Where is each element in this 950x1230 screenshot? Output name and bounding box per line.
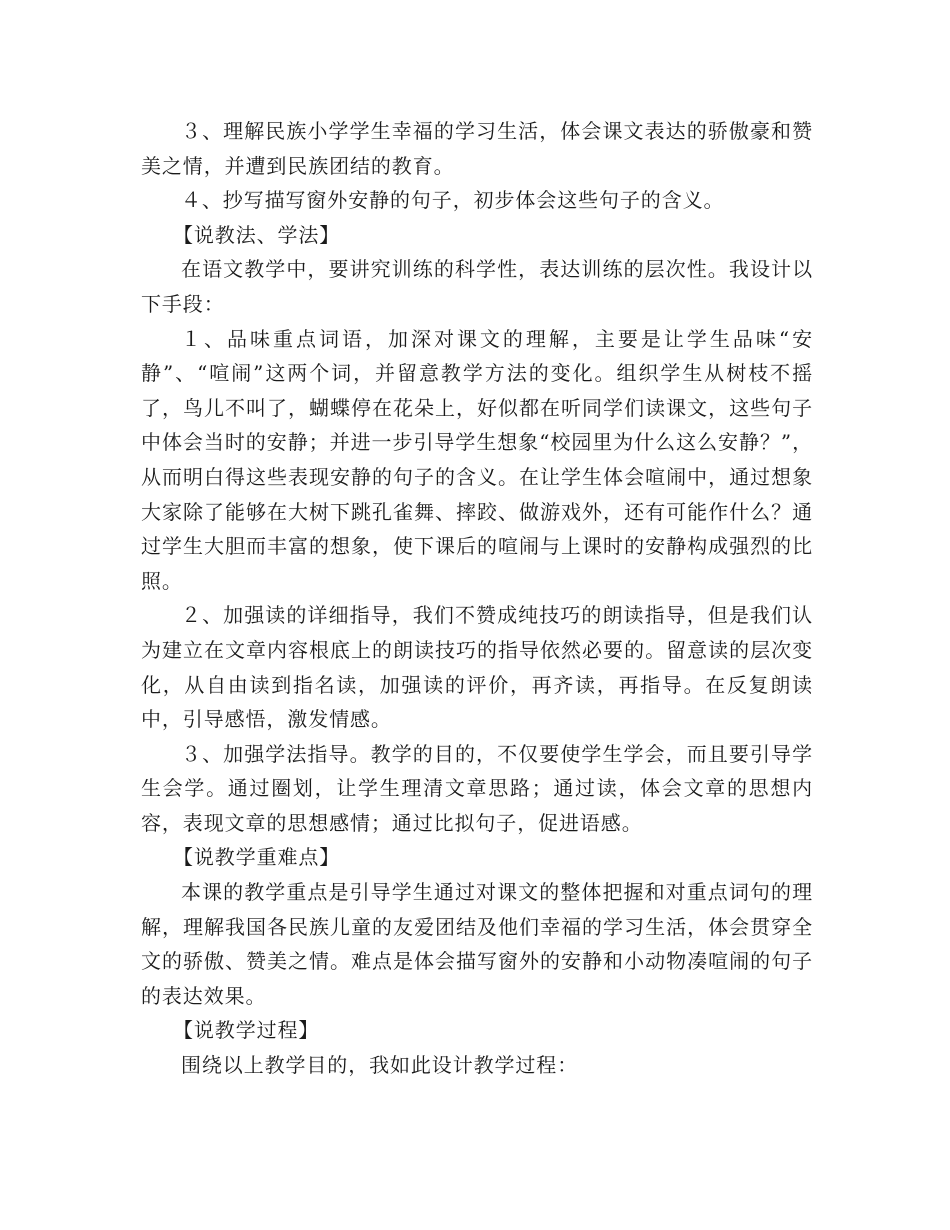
paragraph-method-2: ２、加强读的详细指导，我们不赞成纯技巧的朗读指导，但是我们认为建立在文章内容根底上的朗读技巧的指导依然必要的。留意读的层次变化，从自由读到指名读，加强读的评价，再齐读，再指导。在反复朗读中，引导感悟，激发情感。 xyxy=(141,603,813,732)
paragraph-method-1: １、品味重点词语，加深对课文的理解，主要是让学生品味“安静”、“喧闹”这两个词，并留意教学方法的变化。组织学生从树枝不摇了，鸟儿不叫了，蝴蝶停在花朵上，好似都在听同学们读课文，这些句子中体会当时的安静；并进一步引导学生想象“校园里为什么这么安静？”，从而明白得这些表现安静的句子的含义。在让学生体会喧闹中，通过想象大家除了能够在大树下跳孔雀舞、摔跤、做游戏外，还有可能作什么？通过学生大胆而丰富的想象，使下课后的喧闹与上课时的安静构成强烈的比照。 xyxy=(141,326,813,593)
section-heading-methods: 【说教法、学法】 xyxy=(173,222,341,247)
paragraph-objective-3: ３、理解民族小学学生幸福的学习生活，体会课文表达的骄傲豪和赞美之情，并遭到民族团结的教育。 xyxy=(141,119,813,178)
paragraph-objective-4: ４、抄写描写窗外安静的句子，初步体会这些句子的含义。 xyxy=(181,188,725,213)
section-heading-key-points: 【说教学重难点】 xyxy=(173,845,341,870)
section-heading-process: 【说教学过程】 xyxy=(173,1018,320,1043)
document-body xyxy=(141,114,813,1083)
paragraph-key-points: 本课的教学重点是引导学生通过对课文的整体把握和对重点词句的理解，理解我国各民族儿童的友爱团结及他们幸福的学习生活，体会贯穿全文的骄傲、赞美之情。难点是体会描写窗外的安静和小动物凑喧闹的句子的表达效果。 xyxy=(141,880,813,1008)
paragraph-methods-intro: 在语文教学中，要讲究训练的科学性，表达训练的层次性。我设计以下手段： xyxy=(141,257,813,316)
paragraph-process-intro: 围绕以上教学目的，我如此设计教学过程： xyxy=(181,1053,579,1078)
paragraph-method-3: ３、加强学法指导。教学的目的，不仅要使学生学会，而且要引导学生会学。通过圈划，让学生理清文章思路；通过读，体会文章的思想内容，表现文章的思想感情；通过比拟句子，促进语感。 xyxy=(141,741,813,835)
